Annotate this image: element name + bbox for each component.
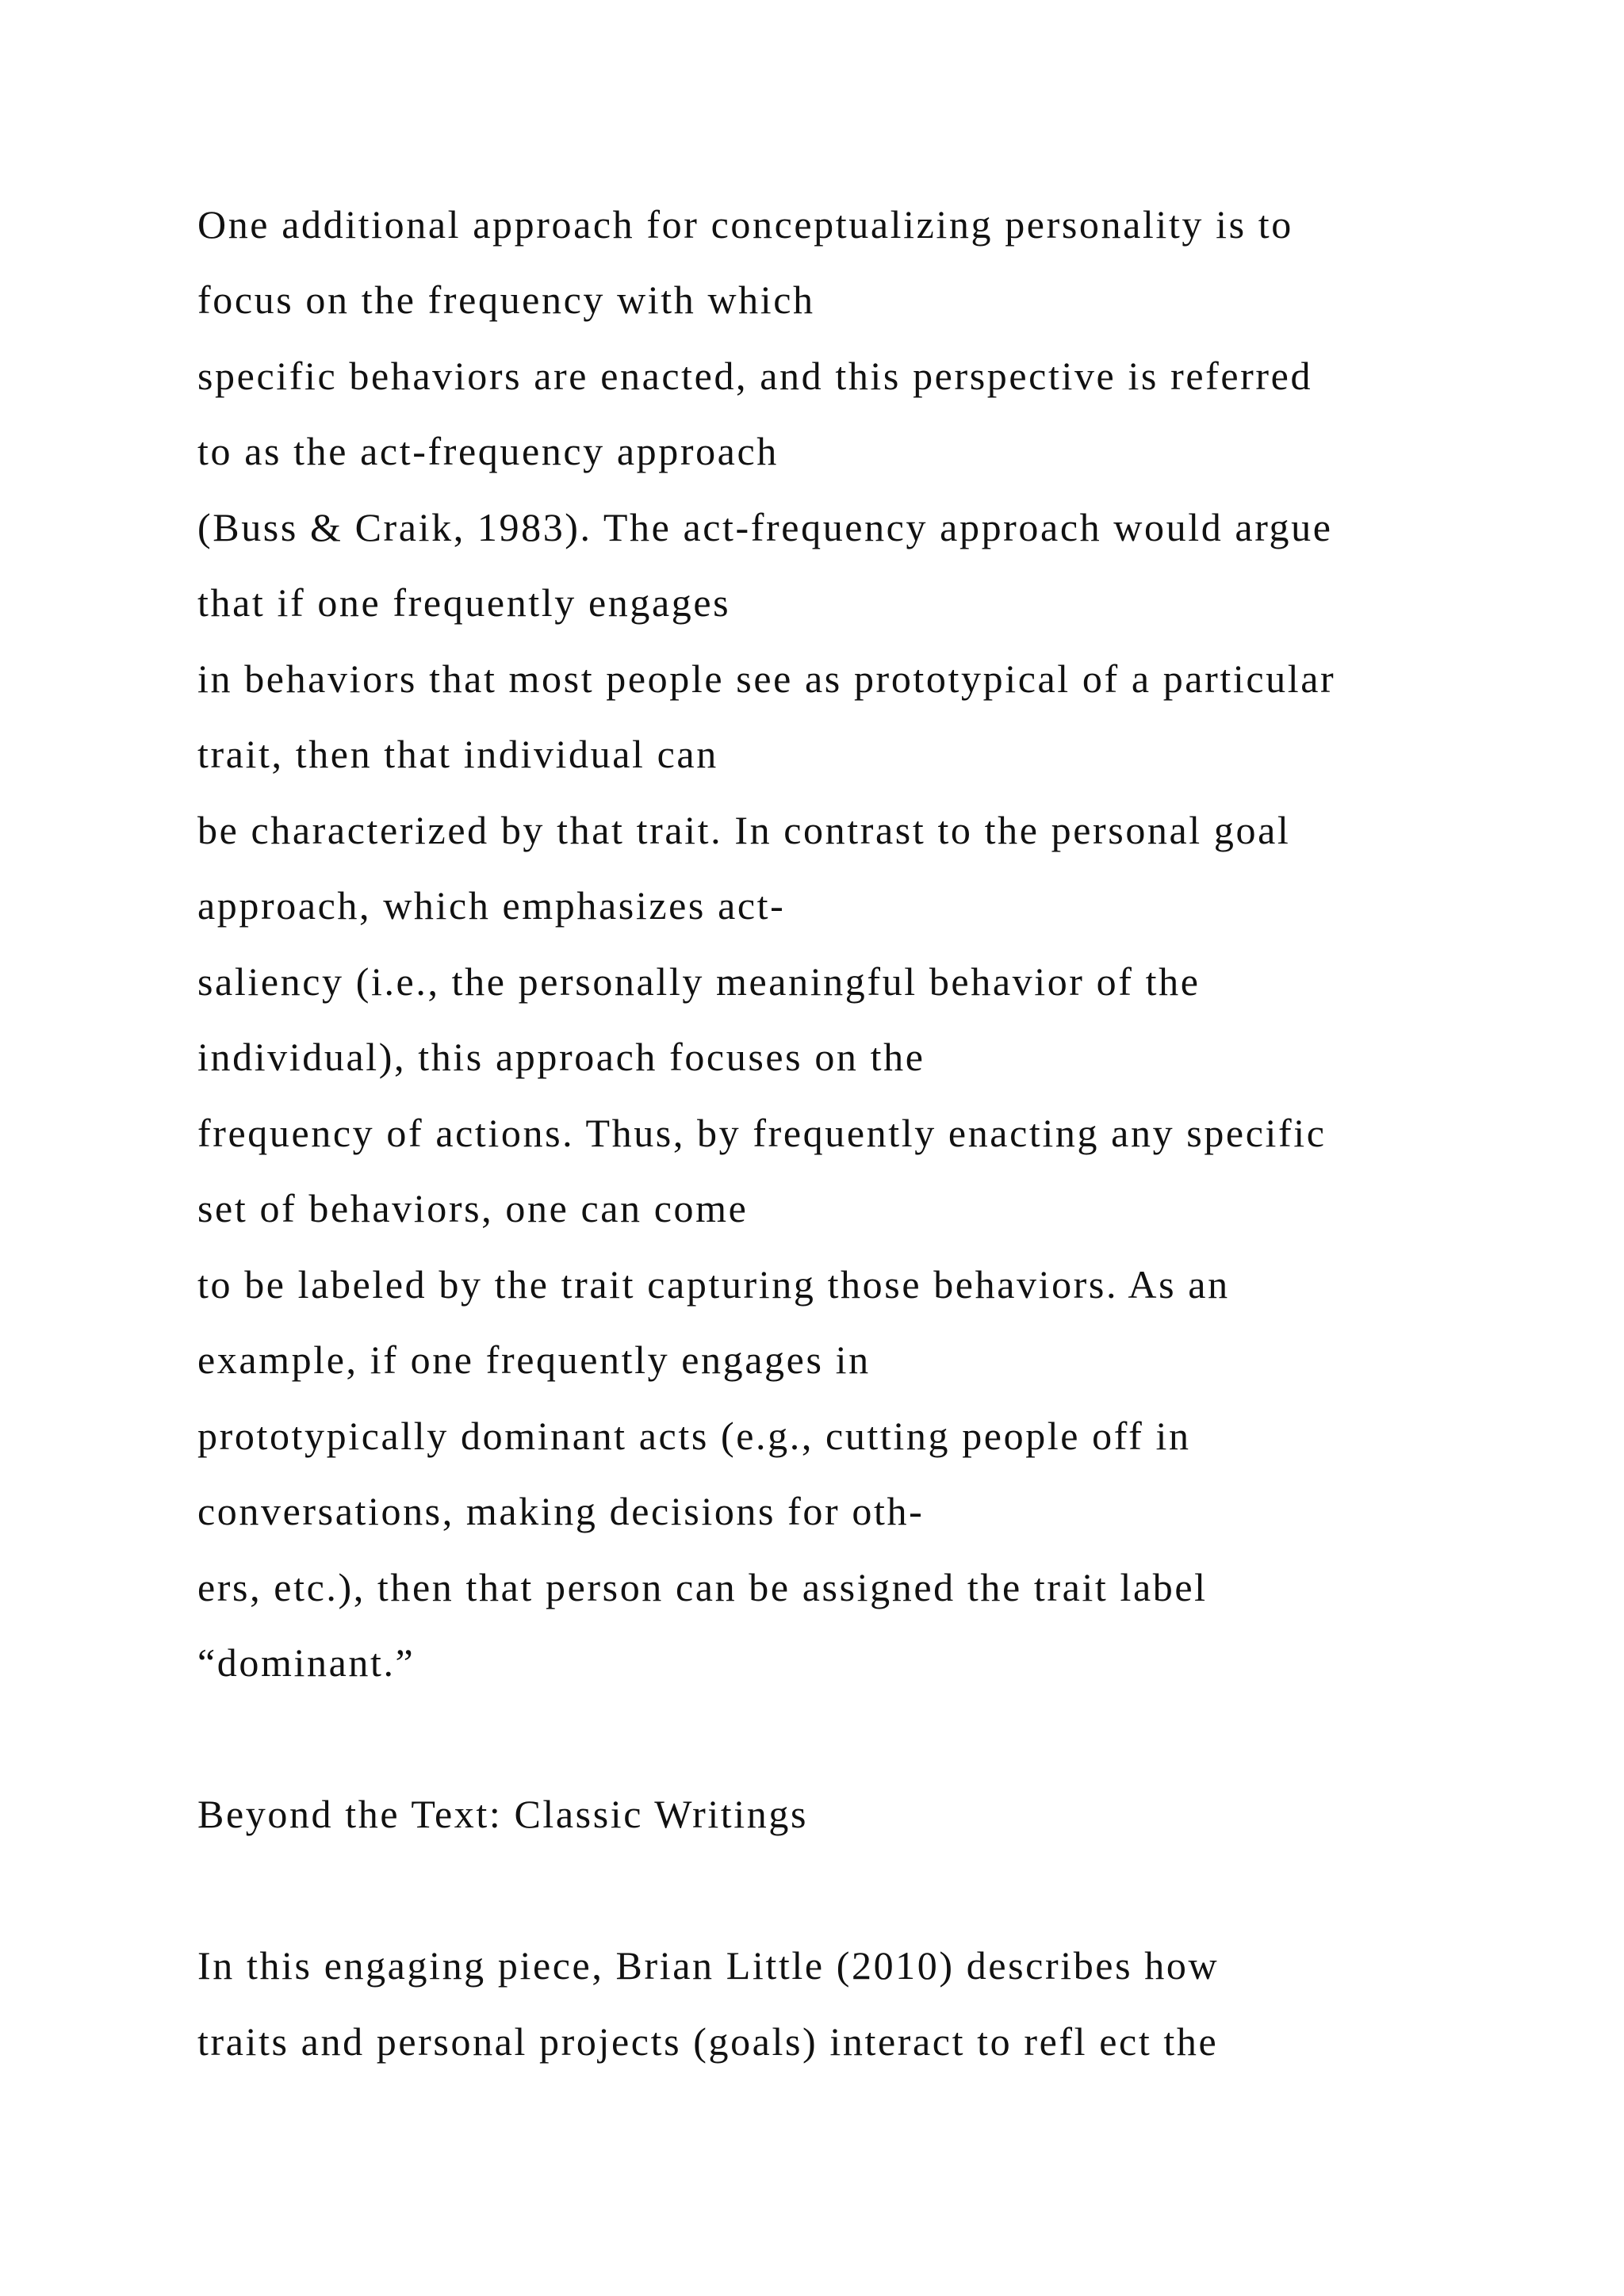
paragraph-line: trait, then that individual can — [197, 732, 718, 776]
paragraph-line: prototypically dominant acts (e.g., cutting people off in — [197, 1414, 1191, 1458]
paragraph-line: specific behaviors are enacted, and this perspective is referred — [197, 354, 1313, 398]
paragraph-line: ers, etc.), then that person can be assigned the trait label — [197, 1565, 1208, 1609]
paragraph-line: conversations, making decisions for oth- — [197, 1489, 925, 1533]
section-heading: Beyond the Text: Classic Writings — [197, 1792, 809, 1836]
paragraph-line: frequency of actions. Thus, by frequently enacting any specific — [197, 1111, 1327, 1155]
paragraph-line: be characterized by that trait. In contrast to the personal goal — [197, 808, 1291, 852]
paragraph-line: One additional approach for conceptualizing personality is to — [197, 202, 1293, 247]
paragraph-line: focus on the frequency with which — [197, 277, 815, 322]
paragraph-line: set of behaviors, one can come — [197, 1186, 749, 1230]
paragraph-line: saliency (i.e., the personally meaningful behavior of the — [197, 959, 1201, 1004]
paragraph-line: individual), this approach focuses on the — [197, 1035, 925, 1079]
paragraph-line: to be labeled by the trait capturing those behaviors. As an — [197, 1262, 1230, 1307]
paragraph-line: In this engaging piece, Brian Little (2010) describes how — [197, 1943, 1220, 1988]
paragraph-line: example, if one frequently engages in — [197, 1337, 871, 1382]
paragraph-line: traits and personal projects (goals) interact to refl ect the — [197, 2019, 1219, 2064]
paragraph-line: that if one frequently engages — [197, 580, 731, 625]
paragraph-line: to as the act-frequency approach — [197, 429, 779, 473]
paragraph-line: approach, which emphasizes act- — [197, 883, 786, 928]
paragraph-line: (Buss & Craik, 1983). The act-frequency approach would argue — [197, 505, 1333, 549]
paragraph-line: “dominant.” — [197, 1640, 416, 1685]
paragraph-line: in behaviors that most people see as prototypical of a particular — [197, 656, 1336, 701]
